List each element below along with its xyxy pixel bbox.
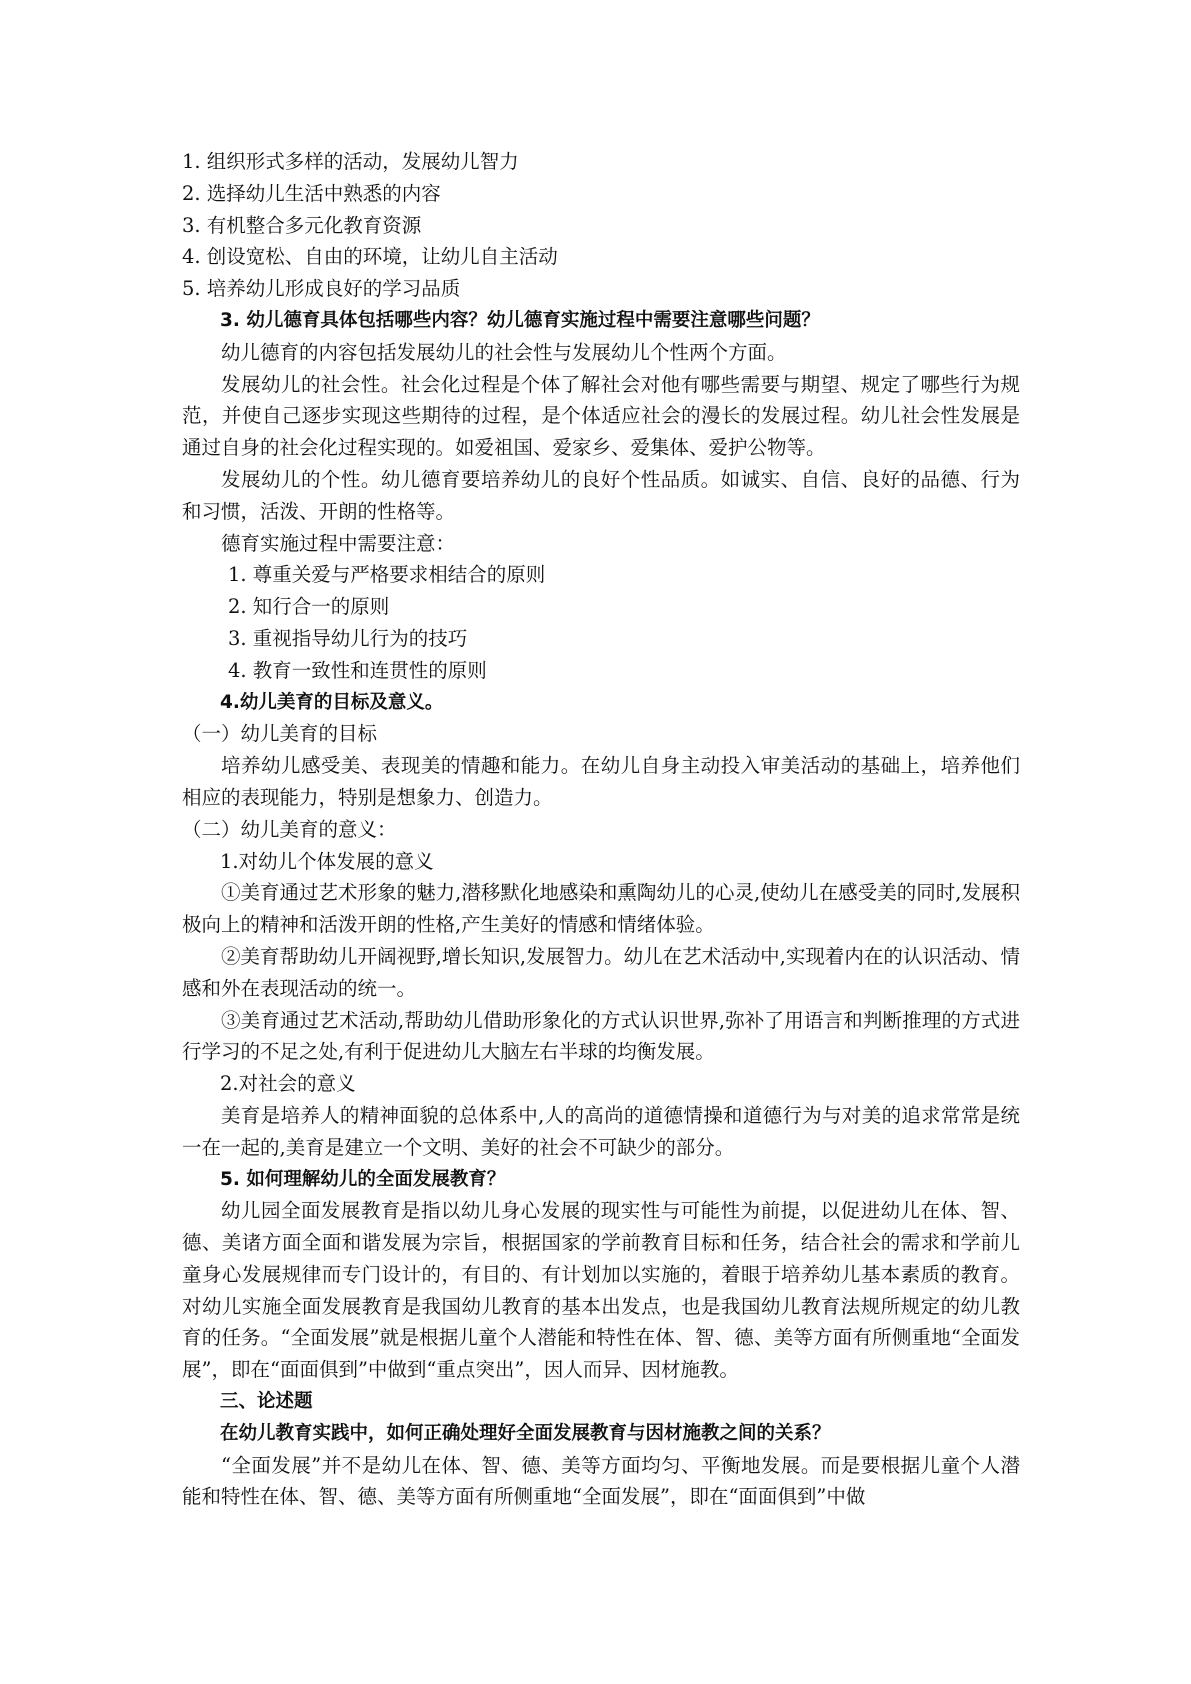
question-4-sub-heading-2: （二）幼儿美育的意义： [182,817,397,841]
question-4-sub-heading-1: （一）幼儿美育的目标 [182,722,378,746]
question-5 [182,1164,1020,1387]
section-3-title: 三、论述题 [220,1391,313,1413]
section-3 [182,1386,1020,1513]
list-item: 4. 教育一致性和连贯性的原则 [228,658,487,682]
list-item: 5. 培养幼儿形成良好的学习品质 [182,277,461,301]
question-5-title: 5. 如何理解幼儿的全面发展教育？ [220,1168,506,1190]
list-item: 3. 重视指导幼儿行为的技巧 [228,626,468,650]
question-4-title: 4.幼儿美育的目标及意义。 [220,691,444,713]
list-item: 1. 尊重关爱与严格要求相结合的原则 [228,563,546,587]
question-4-society-text: 美育是培养人的精神面貌的总体系中,人的高尚的道德情操和道德行为与对美的追求常常是统一在一起的,美育是建立一个文明、美好的社会不可缺少的部分。 [182,1103,1020,1159]
question-3-intro: 幼儿德育的内容包括发展幼儿的社会性与发展幼儿个性两个方面。 [221,340,787,364]
question-4-item-1: 1.对幼儿个体发展的意义 [220,849,434,873]
question-5-text: 幼儿园全面发展教育是指以幼儿身心发展的现实性与可能性为前提，以促进幼儿在体、智、德、美诸方面全面和谐发展为宗旨，根据国家的学前教育目标和任务，结合社会的需求和学前儿童身心发展规律而专门设计的，有目的、有计划加以实施的，着眼于培养幼儿基本素质的教育。对幼儿实施全面发展教育是我国幼儿教育的基本出发点，也是我国幼儿教育法规所规定的幼儿教育的任务。“全面发展”就是根据儿童个人潜能和特性在体、智、德、美等方面有所侧重地“全面发展”，即在“面面俱到”中做到“重点突出”，因人而异、因材施教。 [182,1199,1020,1382]
question-4-point-3: ③美育通过艺术活动,帮助幼儿借助形象化的方式认识世界,弥补了用语言和判断推理的方式进行学习的不足之处,有利于促进幼儿大脑左右半球的均衡发展。 [182,1008,1020,1064]
question-4-item-2: 2.对社会的意义 [220,1072,356,1096]
question-4-point-1: ①美育通过艺术形象的魅力,潜移默化地感染和熏陶幼儿的心灵,使幼儿在感受美的同时,发展积极向上的精神和活泼开朗的性格,产生美好的情感和情绪体验。 [182,881,1020,937]
question-4-point-2: ②美育帮助幼儿开阔视野,增长知识,发展智力。幼儿在艺术活动中,实现着内在的认识活动、情感和外在表现活动的统一。 [182,944,1020,1000]
section-3-question: 在幼儿教育实践中，如何正确处理好全面发展教育与因材施教之间的关系？ [220,1422,831,1444]
list-item: 4. 创设宽松、自由的环境，让幼儿自主活动 [182,245,558,269]
question-3-title: 3. 幼儿德育具体包括哪些内容？幼儿德育实施过程中需要注意哪些问题？ [220,309,820,331]
top-list [182,146,1020,305]
list-item: 2. 选择幼儿生活中熟悉的内容 [182,181,441,205]
list-item: 3. 有机整合多元化教育资源 [182,213,422,237]
question-3-paragraph-1: 发展幼儿的社会性。社会化过程是个体了解社会对他有哪些需要与期望、规定了哪些行为规范，并使自己逐步实现这些期待的过程，是个体适应社会的漫长的发展过程。幼儿社会性发展是通过自身的社会化过程实现的。如爱祖国、爱家乡、爱集体、爱护公物等。 [182,372,1020,460]
list-item: 1. 组织形式多样的活动，发展幼儿智力 [182,150,519,173]
question-3-paragraph-2: 发展幼儿的个性。幼儿德育要培养幼儿的良好个性品质。如诚实、自信、良好的品德、行为和习惯，活泼、开朗的性格等。 [182,467,1020,523]
question-4-goal-text: 培养幼儿感受美、表现美的情趣和能力。在幼儿自身主动投入审美活动的基础上，培养他们相应的表现能力，特别是想象力、创造力。 [182,754,1020,809]
question-4 [182,687,1020,1164]
section-3-text: “全面发展”并不是幼儿在体、智、德、美等方面均匀、平衡地发展。而是要根据儿童个人潜能和特性在体、智、德、美等方面有所侧重地“全面发展”，即在“面面俱到”中做 [182,1453,1020,1509]
document-page [182,146,1020,1513]
question-3 [182,305,1020,687]
question-3-note-label: 德育实施过程中需要注意： [221,531,456,555]
list-item: 2. 知行合一的原则 [228,595,390,619]
